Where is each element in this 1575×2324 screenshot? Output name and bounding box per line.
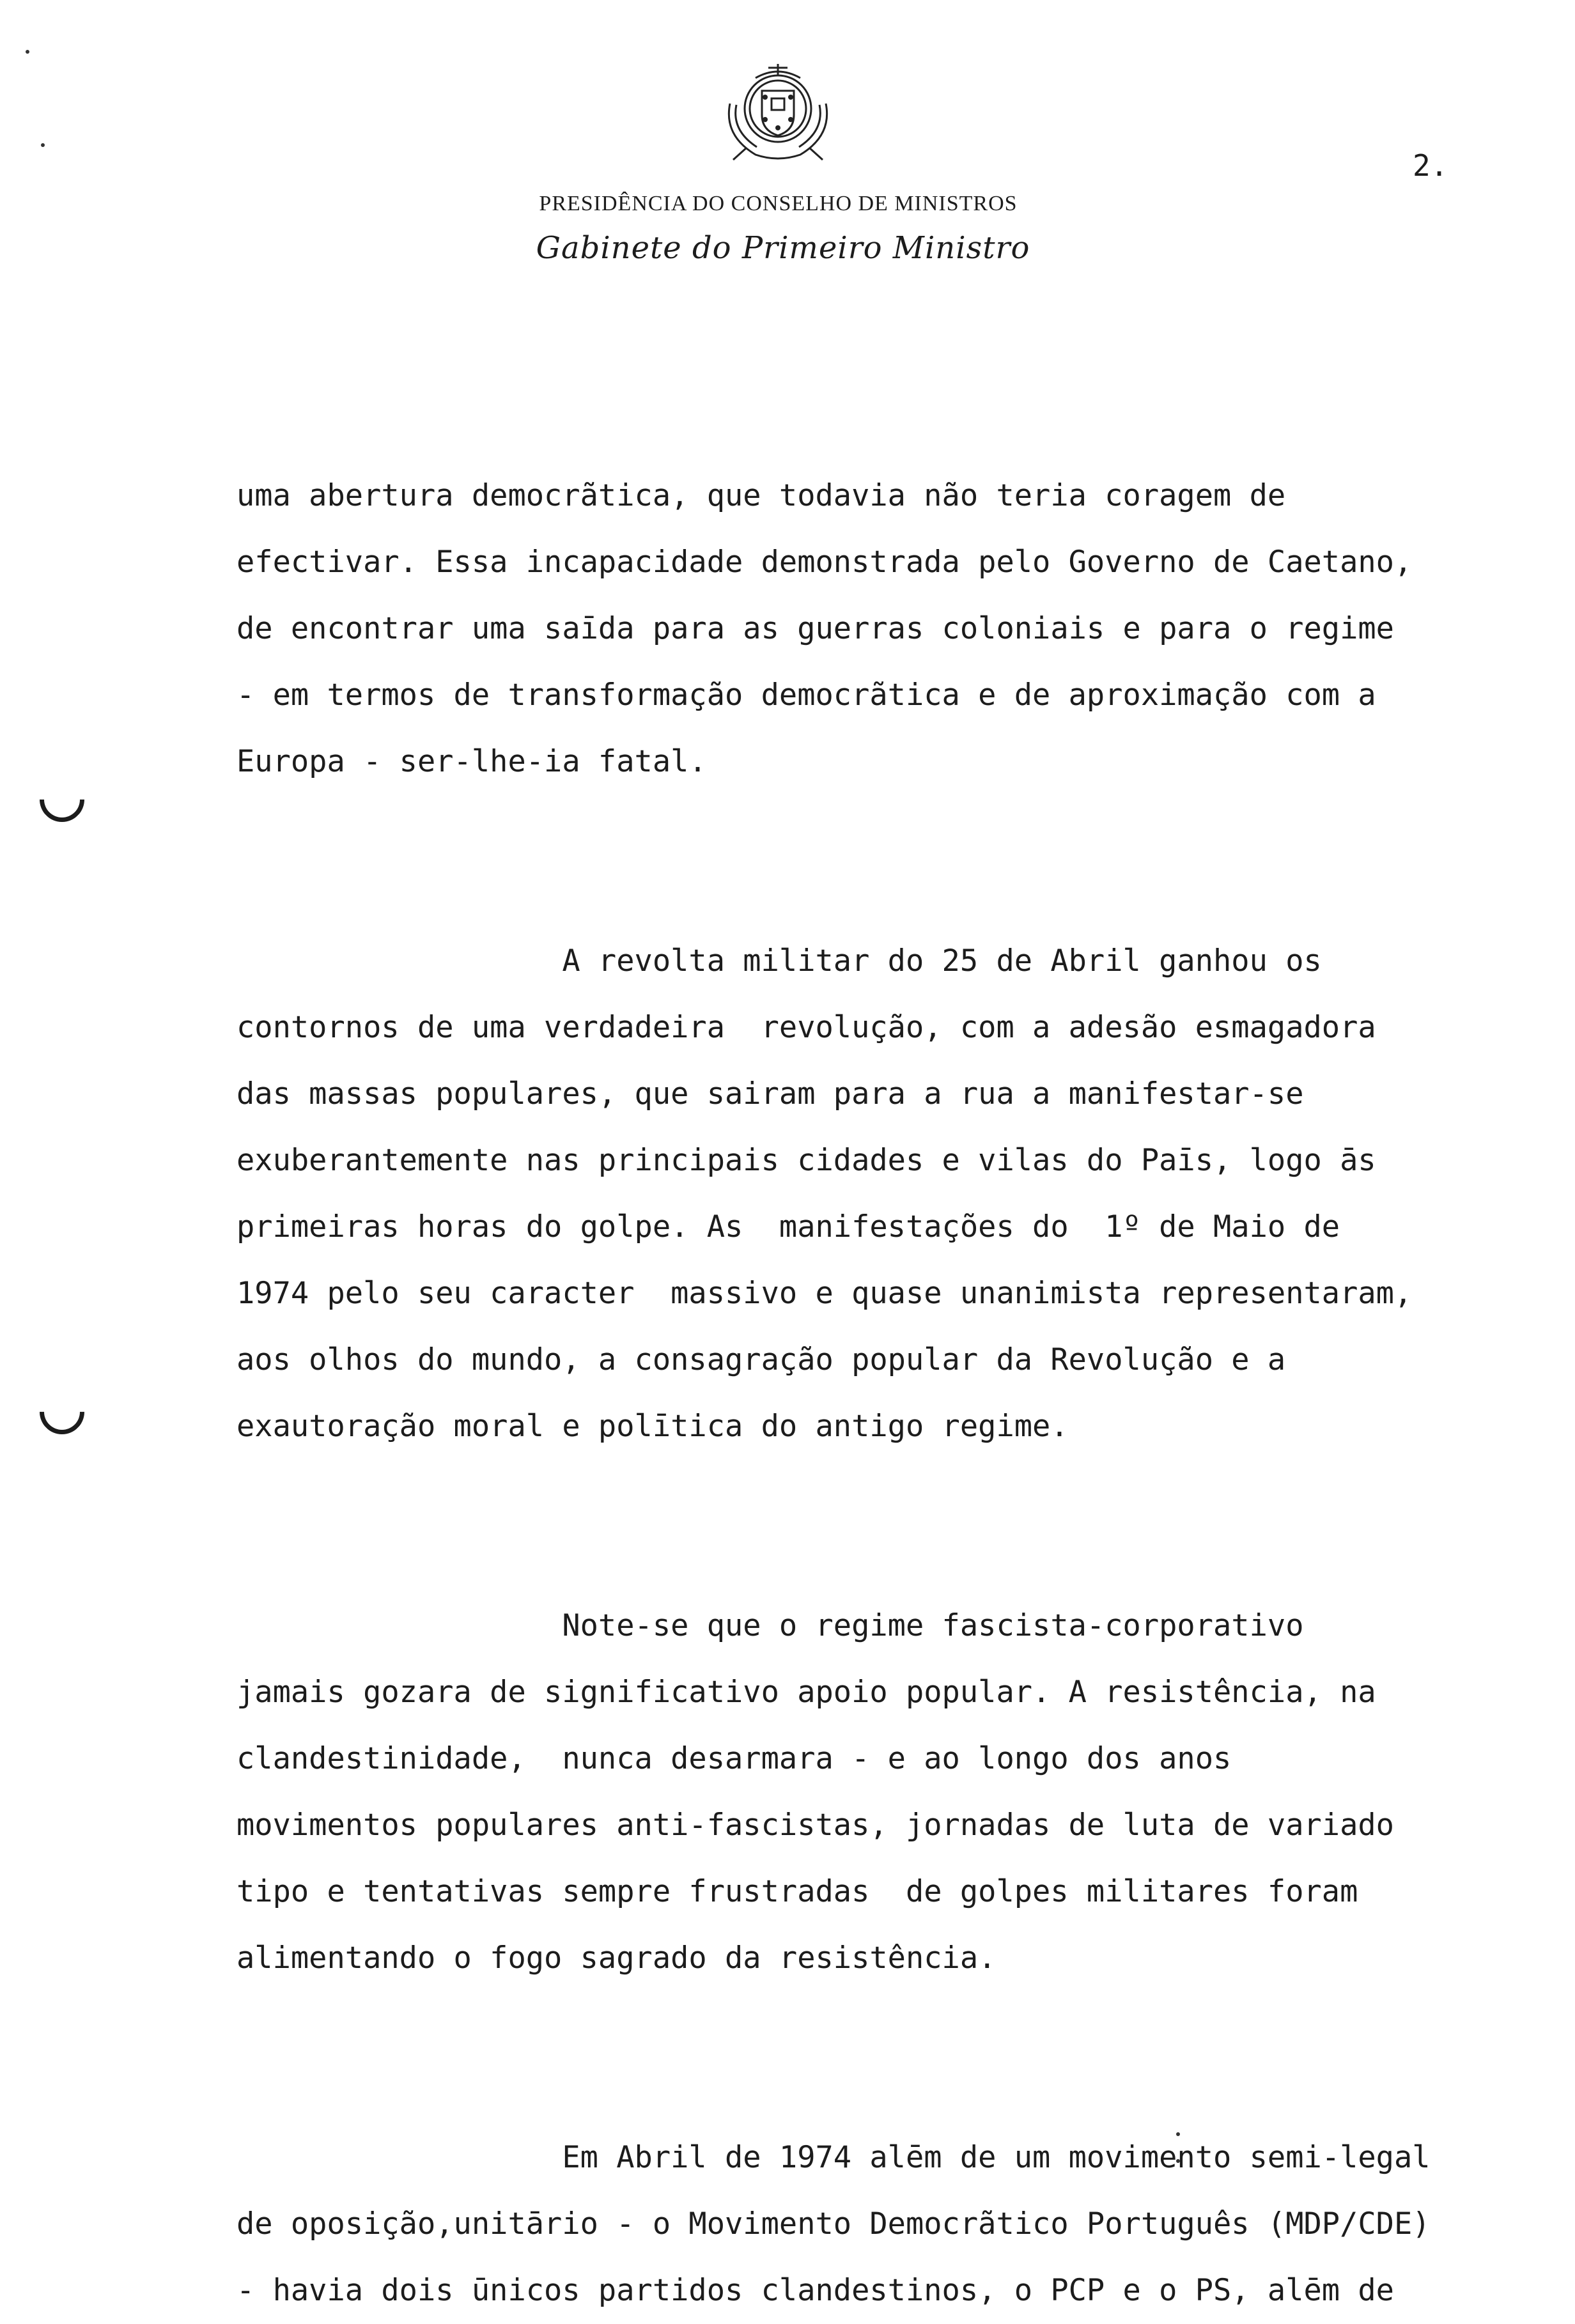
- text-line: efectivar. Essa incapacidade demonstrada pelo Governo de Caetano,: [237, 545, 1413, 580]
- text-line: tipo e tentativas sempre frustradas de golpes militares foram: [237, 1874, 1358, 1909]
- margin-mark: [31, 768, 94, 832]
- text-line: 1974 pelo seu caracter massivo e quase unanimista representaram,: [237, 1276, 1413, 1311]
- text-line: A revolta militar do 25 de Abril ganhou os: [237, 943, 1322, 979]
- coat-of-arms-icon: [717, 59, 839, 162]
- text-line: uma abertura democrãtica, que todavia não teria coragem de: [237, 478, 1286, 513]
- text-line: de encontrar uma saīda para as guerras coloniais e para o regime: [237, 611, 1394, 646]
- text-line: movimentos populares anti-fascistas, jornadas de luta de variado: [237, 1808, 1394, 1843]
- text-line: Europa - ser-lhe-ia fatal.: [237, 744, 707, 779]
- text-line: exautoração moral e polītica do antigo regime.: [237, 1409, 1069, 1444]
- text-line: Em Abril de 1974 alēm de um movimento semi-legal: [237, 2140, 1431, 2175]
- paragraph: [237, 2125, 1553, 2324]
- text-line: jamais gozara de significativo apoio popular. A resistência, na: [237, 1675, 1376, 1710]
- cabinet-name: Gabinete do Primeiro Ministro: [536, 230, 1030, 266]
- paragraph: [237, 928, 1553, 1460]
- text-line: alimentando o fogo sagrado da resistência.: [237, 1941, 997, 1976]
- text-line: contornos de uma verdadeira revolução, com a adesão esmagadora: [237, 1010, 1376, 1045]
- text-line: exuberantemente nas principais cidades e vilas do Paīs, logo ās: [237, 1143, 1376, 1178]
- letterhead: [0, 0, 1575, 268]
- text-line: das massas populares, que sairam para a rua a manifestar-se: [237, 1076, 1304, 1112]
- document-body: [237, 463, 1553, 2324]
- text-line: - em termos de transformação democrãtica e de aproximação com a: [237, 678, 1376, 713]
- speck: [41, 143, 45, 147]
- paragraph: [237, 463, 1553, 795]
- text-line: clandestinidade, nunca desarmara - e ao longo dos anos: [237, 1741, 1232, 1776]
- text-line: Note-se que o regime fascista-corporativo: [237, 1608, 1304, 1643]
- speck: [26, 50, 29, 54]
- office-name: PRESIDÊNCIA DO CONSELHO DE MINISTROS: [539, 192, 1018, 215]
- page-number: 2.: [1413, 148, 1448, 183]
- margin-mark: [31, 1381, 94, 1444]
- text-line: primeiras horas do golpe. As manifestações do 1º de Maio de: [237, 1209, 1340, 1244]
- text-line: - havia dois ūnicos partidos clandestinos, o PCP e o PS, alēm de: [237, 2273, 1394, 2308]
- paragraph: [237, 1593, 1553, 1992]
- text-line: aos olhos do mundo, a consagração popular da Revolução e a: [237, 1342, 1286, 1377]
- text-line: de oposição,unitārio - o Movimento Democrãtico Português (MDP/CDE): [237, 2206, 1431, 2242]
